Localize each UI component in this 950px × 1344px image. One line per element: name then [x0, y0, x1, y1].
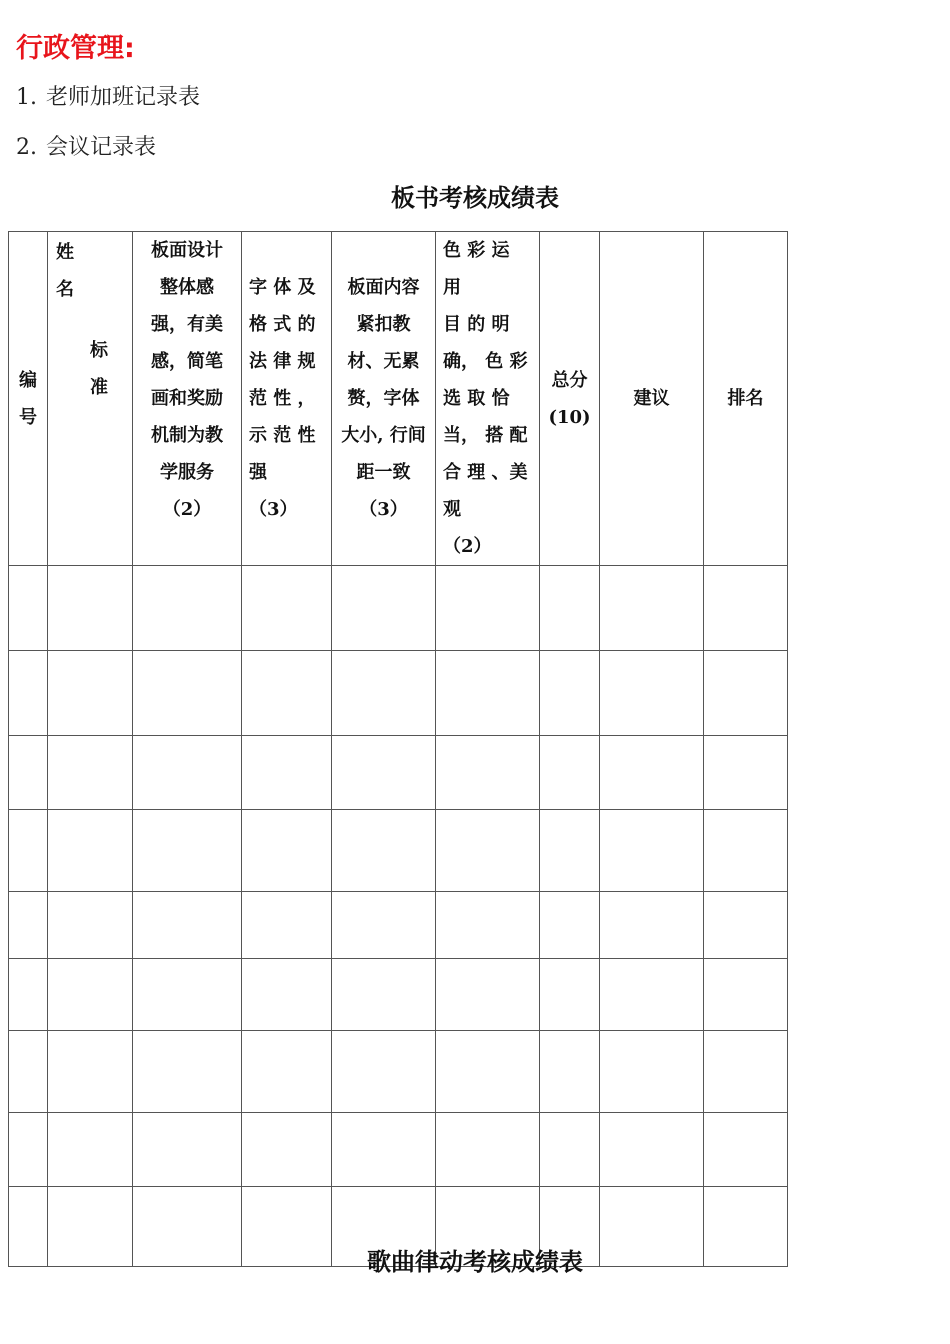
table-row [9, 892, 788, 959]
cell-name[interactable] [48, 736, 133, 810]
header-row [9, 232, 788, 566]
cell-advice[interactable] [600, 1113, 704, 1187]
header-total: 总分 (10) [540, 232, 600, 566]
cell-advice[interactable] [600, 959, 704, 1031]
cell-total[interactable] [540, 736, 600, 810]
list-item-overtime-record[interactable] [16, 80, 200, 111]
cell-color[interactable] [436, 736, 540, 810]
cell-total[interactable] [540, 810, 600, 892]
cell-rank[interactable] [704, 736, 788, 810]
cell-total[interactable] [540, 1113, 600, 1187]
cell-font[interactable] [242, 651, 332, 736]
cell-design[interactable] [133, 892, 242, 959]
cell-rank[interactable] [704, 959, 788, 1031]
header-name-label: 姓 名 [56, 242, 74, 300]
cell-number[interactable] [9, 1031, 48, 1113]
cell-font[interactable] [242, 1113, 332, 1187]
cell-design[interactable] [133, 736, 242, 810]
table-row [9, 810, 788, 892]
cell-content[interactable] [332, 736, 436, 810]
cell-color[interactable] [436, 959, 540, 1031]
header-content: 板面内容 紧扣教 材、无累 赘，字体 大小, 行间 距一致 （3） [332, 232, 436, 566]
cell-advice[interactable] [600, 892, 704, 959]
table-row [9, 1113, 788, 1187]
cell-color[interactable] [436, 651, 540, 736]
cell-color[interactable] [436, 810, 540, 892]
cell-advice[interactable] [600, 651, 704, 736]
table-body [9, 566, 788, 1267]
cell-rank[interactable] [704, 892, 788, 959]
cell-content[interactable] [332, 651, 436, 736]
cell-name[interactable] [48, 651, 133, 736]
cell-rank[interactable] [704, 1113, 788, 1187]
list-number: 2. [16, 135, 37, 160]
cell-design[interactable] [133, 1031, 242, 1113]
table-row [9, 651, 788, 736]
cell-color[interactable] [436, 892, 540, 959]
cell-content[interactable] [332, 566, 436, 651]
cell-number[interactable] [9, 566, 48, 651]
cell-name[interactable] [48, 1113, 133, 1187]
header-name-standard [48, 232, 133, 566]
header-rank: 排名 [704, 232, 788, 566]
section-heading: 行政管理: [16, 33, 135, 64]
cell-number[interactable] [9, 651, 48, 736]
cell-font[interactable] [242, 566, 332, 651]
cell-advice[interactable] [600, 566, 704, 651]
header-font: 字 体 及 格 式 的 法 律 规 范 性 ， 示 范 性 强 （3） [242, 232, 332, 566]
cell-rank[interactable] [704, 566, 788, 651]
header-design: 板面设计 整体感 强，有美 感，简笔 画和奖励 机制为教 学服务 （2） [133, 232, 242, 566]
header-color: 色 彩 运 用 目 的 明 确， 色 彩 选 取 恰 当， 搭 配 合 理 、美 观 （2） [436, 232, 540, 566]
cell-font[interactable] [242, 810, 332, 892]
cell-name[interactable] [48, 959, 133, 1031]
cell-design[interactable] [133, 1113, 242, 1187]
list-item-meeting-record[interactable] [16, 130, 156, 161]
cell-color[interactable] [436, 566, 540, 651]
list-text: 会议记录表 [46, 135, 157, 160]
cell-name[interactable] [48, 892, 133, 959]
table-row [9, 736, 788, 810]
table-title-song-rhythm: 歌曲律动考核成绩表 [367, 1247, 583, 1276]
cell-total[interactable] [540, 959, 600, 1031]
list-number: 1. [16, 85, 37, 110]
cell-content[interactable] [332, 810, 436, 892]
header-number: 编 号 [9, 232, 48, 566]
cell-name[interactable] [48, 566, 133, 651]
cell-advice[interactable] [600, 1031, 704, 1113]
table-title-blackboard: 板书考核成绩表 [391, 183, 559, 212]
cell-total[interactable] [540, 1031, 600, 1113]
cell-rank[interactable] [704, 651, 788, 736]
table-row [9, 959, 788, 1031]
cell-design[interactable] [133, 651, 242, 736]
cell-content[interactable] [332, 1031, 436, 1113]
table-row [9, 1031, 788, 1113]
cell-color[interactable] [436, 1113, 540, 1187]
table-row [9, 566, 788, 651]
cell-font[interactable] [242, 892, 332, 959]
cell-content[interactable] [332, 959, 436, 1031]
cell-font[interactable] [242, 736, 332, 810]
cell-name[interactable] [48, 1031, 133, 1113]
header-advice: 建议 [600, 232, 704, 566]
cell-color[interactable] [436, 1031, 540, 1113]
cell-rank[interactable] [704, 1031, 788, 1113]
cell-total[interactable] [540, 892, 600, 959]
list-text: 老师加班记录表 [46, 85, 201, 110]
cell-advice[interactable] [600, 810, 704, 892]
cell-design[interactable] [133, 810, 242, 892]
cell-design[interactable] [133, 959, 242, 1031]
cell-content[interactable] [332, 892, 436, 959]
cell-total[interactable] [540, 566, 600, 651]
cell-number[interactable] [9, 892, 48, 959]
cell-number[interactable] [9, 959, 48, 1031]
cell-number[interactable] [9, 1113, 48, 1187]
cell-number[interactable] [9, 736, 48, 810]
cell-design[interactable] [133, 566, 242, 651]
cell-font[interactable] [242, 1031, 332, 1113]
cell-advice[interactable] [600, 736, 704, 810]
cell-font[interactable] [242, 959, 332, 1031]
cell-name[interactable] [48, 810, 133, 892]
cell-total[interactable] [540, 651, 600, 736]
cell-number[interactable] [9, 810, 48, 892]
cell-content[interactable] [332, 1113, 436, 1187]
cell-rank[interactable] [704, 810, 788, 892]
header-standard-label: 标 准 [90, 340, 108, 398]
blackboard-score-table [8, 231, 788, 1267]
